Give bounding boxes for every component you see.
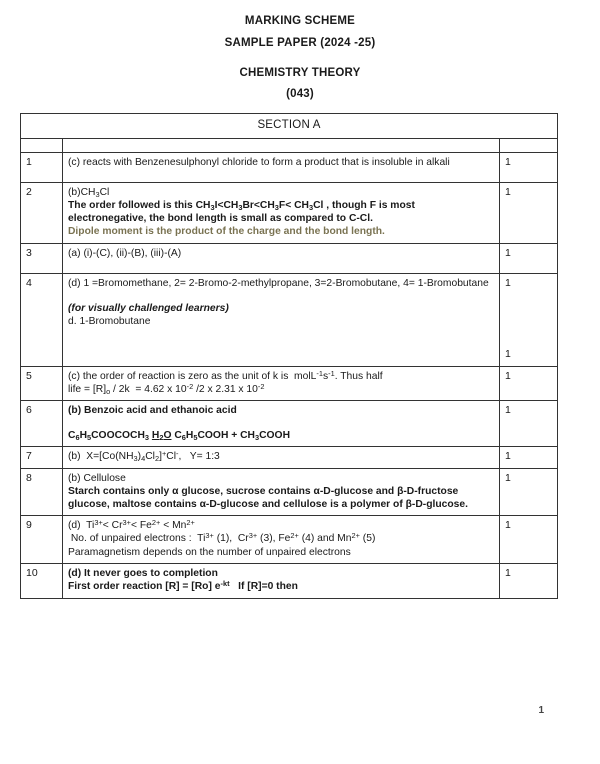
table-row xyxy=(21,366,558,400)
answer-line-naming: (d) 1 =Bromomethane, 2= 2-Bromo-2-methylpropane, 3=2-Bromobutane, 4= 1-Bromobutane xyxy=(68,277,489,289)
page-number: 1 xyxy=(538,705,544,716)
spacer xyxy=(68,290,494,302)
question-number: 10 xyxy=(21,563,63,598)
answer-line-choice: $(b)CH_3Cl$ xyxy=(68,186,110,199)
answer-body xyxy=(63,400,500,446)
question-number: 3 xyxy=(21,243,63,273)
answer-body xyxy=(63,182,500,243)
blank-cell-num xyxy=(21,138,63,152)
heading-marking-scheme: MARKING SCHEME xyxy=(244,15,356,27)
answer-line-explanation: The order followed is this $CH_3I<CH_3Br<CH_3F< CH_3Cl$ , though F is most electronegative, the bond length is small as compared to C-Cl. xyxy=(68,200,415,225)
section-header-row xyxy=(21,114,558,139)
answer-body xyxy=(63,468,500,516)
spacer xyxy=(68,417,494,429)
marks-value-primary: 1 xyxy=(505,276,511,289)
spacer xyxy=(68,169,494,178)
blank-cell-body xyxy=(63,138,500,152)
answer-line: (a) (i)-(C), (ii)-(B), (iii)-(A) xyxy=(68,247,182,259)
marks-cell: 1 xyxy=(500,366,558,400)
table-row xyxy=(21,243,558,273)
marks-cell: 1 xyxy=(500,243,558,273)
answer-line-highlighted: Dipole moment is the product of the charge and the bond length. xyxy=(68,226,385,238)
question-number: 6 xyxy=(21,400,63,446)
table-row xyxy=(21,273,558,366)
question-number: 5 xyxy=(21,366,63,400)
answer-line-unpaired: No. of unpaired electrons : $Ti^{3+}$ (1), $Cr^{3+}$ (3), $Fe^{2+}$ (4) and $Mn^{2+}$ (5) xyxy=(68,531,376,545)
answer-line-order: (d) $Ti^{3+}< Cr^{3+}< Fe^{2+} < Mn^{2+}$ xyxy=(68,518,195,532)
answer-line-paramagnetism: Paramagnetism depends on the number of unpaired electrons xyxy=(68,546,351,558)
heading-subject: CHEMISTRY THEORY xyxy=(239,67,361,79)
marks-cell xyxy=(500,273,558,366)
answer-body-clipped xyxy=(68,567,494,593)
table-row xyxy=(21,516,558,564)
table-row xyxy=(21,563,558,598)
marking-scheme-table-wrapper xyxy=(20,113,557,599)
marks-cell: 1 xyxy=(500,563,558,598)
section-a-title: SECTION A xyxy=(21,114,558,139)
question-number: 7 xyxy=(21,447,63,468)
marks-cell: 1 xyxy=(500,447,558,468)
marks-cell: 1 xyxy=(500,400,558,446)
marking-scheme-table xyxy=(20,113,558,599)
answer-line-explanation: Starch contains only α glucose, sucrose contains α-D-glucose and β-D-fructose glucose, maltose contains α-D-glucose and cellulose is a polymer of β-D-glucose. xyxy=(68,485,468,511)
table-row xyxy=(21,468,558,516)
answer-line: (c) reacts with Benzenesulphonyl chloride to form a product that is insoluble in alkali xyxy=(68,156,450,168)
table-row xyxy=(21,400,558,446)
answer-line-choice: (d) It never goes to completion xyxy=(68,567,218,579)
document-heading xyxy=(0,0,600,100)
answer-line-rate-law: First order reaction [R] = [Ro] $e^{-kt}$ If [R]=0 then xyxy=(68,578,298,592)
answer-body xyxy=(63,243,500,273)
answer-body xyxy=(63,152,500,182)
answer-line-complex: (b) $X=[Co(NH_3)_4Cl_2]^+Cl^-$, Y= 1:3 xyxy=(68,449,220,464)
answer-note-visually-challenged: (for visually challenged learners) xyxy=(68,302,229,314)
answer-line-acids: (b) Benzoic acid and ethanoic acid xyxy=(68,404,237,416)
marks-cell: 1 xyxy=(500,516,558,564)
question-number: 4 xyxy=(21,273,63,366)
answer-body xyxy=(63,273,500,366)
table-row xyxy=(21,182,558,243)
answer-line-alt: d. 1-Bromobutane xyxy=(68,316,151,328)
answer-line-equation: $C_6H_5COOCOCH_3$ $H_2O$ $C_6H_5COOH$ + $CH_3COOH$ xyxy=(68,430,291,443)
question-number: 2 xyxy=(21,182,63,243)
question-number: 1 xyxy=(21,152,63,182)
answer-line-choice: (b) Cellulose xyxy=(68,472,126,484)
marks-cell: 1 xyxy=(500,182,558,243)
question-number: 8 xyxy=(21,468,63,516)
answer-line-order: (c) the order of reaction is zero as the unit of k is $molL^{-1}s^{-1}$. Thus half xyxy=(68,368,383,382)
heading-subject-code: (043) xyxy=(286,87,314,100)
answer-body xyxy=(63,563,500,598)
marks-value-secondary: 1 xyxy=(505,348,511,361)
spacer xyxy=(68,260,494,269)
table-row xyxy=(21,447,558,468)
answer-body xyxy=(63,516,500,564)
heading-sample-paper: SAMPLE PAPER (2024 -25) xyxy=(224,36,376,49)
answer-body xyxy=(63,366,500,400)
answer-body xyxy=(63,447,500,468)
spacer xyxy=(505,290,552,348)
blank-row xyxy=(21,138,558,152)
answer-line-halflife: life = $[R]_o / 2k = 4.62$ x $10^{-2}$ /2 x 2.31 x $10^{-2}$ xyxy=(68,381,265,396)
reaction-condition-water: $H_2O$ xyxy=(151,430,172,443)
blank-cell-marks xyxy=(500,138,558,152)
marks-cell: 1 xyxy=(500,468,558,516)
question-number: 9 xyxy=(21,516,63,564)
table-row xyxy=(21,152,558,182)
marks-cell: 1 xyxy=(500,152,558,182)
